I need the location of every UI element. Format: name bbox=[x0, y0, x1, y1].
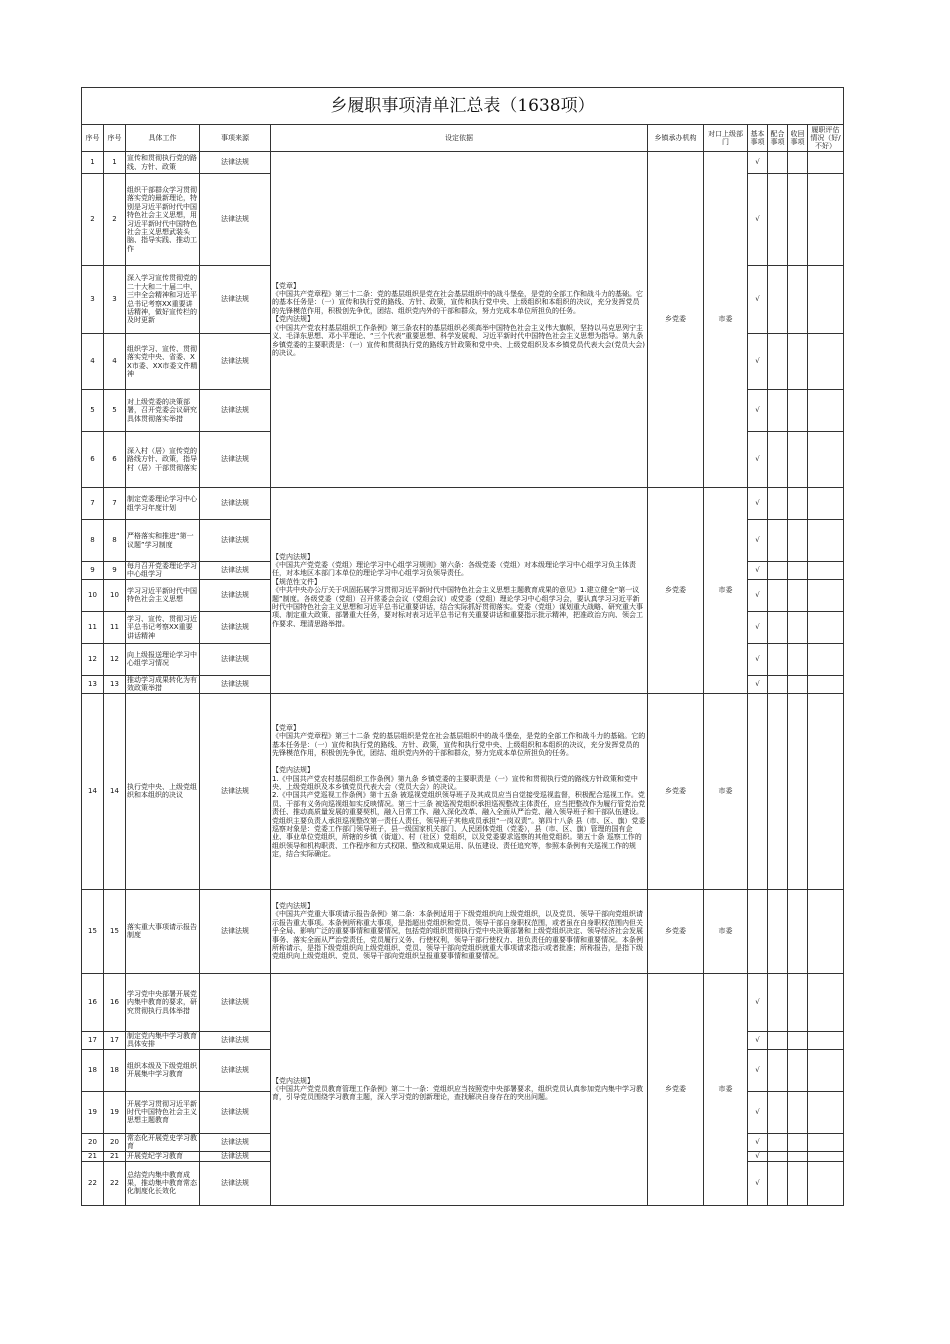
row-basic-check: √ bbox=[748, 488, 768, 520]
row-seq-sub: 14 bbox=[104, 693, 126, 889]
row-coop bbox=[768, 390, 788, 432]
row-recall bbox=[788, 973, 808, 1031]
row-seq: 2 bbox=[82, 174, 104, 266]
row-org: 乡党委 bbox=[648, 488, 704, 694]
row-source: 法律法规 bbox=[200, 611, 271, 643]
row-basic-check: √ bbox=[748, 1161, 768, 1205]
duty-list-table bbox=[81, 87, 844, 1206]
row-eval bbox=[808, 152, 844, 174]
header-basic: 基本事项 bbox=[748, 125, 768, 152]
row-work: 学习、宣传、贯彻习近平总书记考察XX重要讲话精神 bbox=[126, 611, 200, 643]
row-coop bbox=[768, 579, 788, 611]
row-seq: 11 bbox=[82, 611, 104, 643]
row-recall bbox=[788, 889, 808, 973]
row-basic-check: √ bbox=[748, 520, 768, 562]
row-recall bbox=[788, 643, 808, 675]
row-seq: 17 bbox=[82, 1031, 104, 1049]
row-recall bbox=[788, 152, 808, 174]
row-eval bbox=[808, 1161, 844, 1205]
row-work: 制定党内集中学习教育具体安排 bbox=[126, 1031, 200, 1049]
header-upper: 对口上级部门 bbox=[704, 125, 748, 152]
row-recall bbox=[788, 693, 808, 889]
row-source: 法律法规 bbox=[200, 643, 271, 675]
row-seq: 18 bbox=[82, 1049, 104, 1091]
row-basis: 【党内法规】 《中国共产党党员教育管理工作条例》第二十一条：党组织应当按照党中央部署要求，组织党员认真参加党内集中学习教育，引导党员围绕学习教育主题，深入学习党的创新理论，查找解决自身存在的突出问题。 bbox=[271, 973, 648, 1205]
row-coop bbox=[768, 1049, 788, 1091]
row-work: 组织学习、宣传、贯彻落实党中央、省委、XX市委、XX市委文件精神 bbox=[126, 334, 200, 390]
row-seq-sub: 12 bbox=[104, 643, 126, 675]
table-body bbox=[82, 152, 844, 1206]
row-work: 宣传和贯彻执行党的路线、方针、政策 bbox=[126, 152, 200, 174]
row-upper: 市委 bbox=[704, 889, 748, 973]
row-org: 乡党委 bbox=[648, 889, 704, 973]
row-recall bbox=[788, 520, 808, 562]
row-recall bbox=[788, 1151, 808, 1161]
page-title: 乡履职事项清单汇总表（1638项） bbox=[82, 88, 844, 125]
row-basic-check: √ bbox=[748, 152, 768, 174]
row-seq-sub: 6 bbox=[104, 432, 126, 488]
row-seq: 21 bbox=[82, 1151, 104, 1161]
row-coop bbox=[768, 488, 788, 520]
header-eval: 履职评估情况（好/不好） bbox=[808, 125, 844, 152]
row-basic-check: √ bbox=[748, 1031, 768, 1049]
row-seq-sub: 2 bbox=[104, 174, 126, 266]
row-coop bbox=[768, 1031, 788, 1049]
row-coop bbox=[768, 174, 788, 266]
row-basis: 【党内法规】 《中国共产党党委（党组）理论学习中心组学习规则》第六条：各级党委（党组）对本级理论学习中心组学习负主体责任，对本地区本部门本单位的理论学习中心组学习负领导责任。 【规范性文件】 《中共中央办公厅关于巩固拓展学习贯彻习近平新时代中国特色社会主义思想主题教育成果的意见》1.建立健全“第一议题”制度。各级党委（党组）召开常委会会议（党组会议）或党委（党组）理论学习中心组学习会，要认真学习习近平新时代中国特色社会主义思想和习近平总书记重要讲话，结合实际抓好贯彻落实。党委（党组）谋划重大战略、研究重大事项、制定重大政策、部署重大任务，要对标对表习近平总书记有关重要讲话和重要指示批示精神，把准政治方向、领会工作要求、理清思路举措。 bbox=[271, 488, 648, 694]
row-work: 每月召开党委理论学习中心组学习 bbox=[126, 562, 200, 580]
header-seq: 序号 bbox=[82, 125, 104, 152]
row-coop bbox=[768, 1161, 788, 1205]
row-seq: 16 bbox=[82, 973, 104, 1031]
row-seq-sub: 15 bbox=[104, 889, 126, 973]
row-eval bbox=[808, 1133, 844, 1151]
table-row bbox=[82, 488, 844, 520]
row-eval bbox=[808, 1091, 844, 1133]
row-seq-sub: 5 bbox=[104, 390, 126, 432]
row-basic-check: √ bbox=[748, 973, 768, 1031]
row-recall bbox=[788, 562, 808, 580]
row-seq: 12 bbox=[82, 643, 104, 675]
row-recall bbox=[788, 1031, 808, 1049]
table-row bbox=[82, 889, 844, 973]
row-coop bbox=[768, 693, 788, 889]
row-recall bbox=[788, 579, 808, 611]
table-row bbox=[82, 693, 844, 889]
row-seq: 6 bbox=[82, 432, 104, 488]
row-source: 法律法规 bbox=[200, 174, 271, 266]
row-work: 常态化开展党史学习教育 bbox=[126, 1133, 200, 1151]
row-seq-sub: 19 bbox=[104, 1091, 126, 1133]
row-source: 法律法规 bbox=[200, 488, 271, 520]
row-eval bbox=[808, 1049, 844, 1091]
row-seq-sub: 8 bbox=[104, 520, 126, 562]
row-seq: 4 bbox=[82, 334, 104, 390]
row-basic-check: √ bbox=[748, 334, 768, 390]
row-org: 乡党委 bbox=[648, 973, 704, 1205]
row-basic-check: √ bbox=[748, 1049, 768, 1091]
row-seq-sub: 16 bbox=[104, 973, 126, 1031]
row-seq-sub: 20 bbox=[104, 1133, 126, 1151]
row-source: 法律法规 bbox=[200, 1031, 271, 1049]
row-coop bbox=[768, 675, 788, 693]
row-eval bbox=[808, 693, 844, 889]
row-upper: 市委 bbox=[704, 693, 748, 889]
row-basic-check: √ bbox=[748, 432, 768, 488]
row-source: 法律法规 bbox=[200, 693, 271, 889]
row-eval bbox=[808, 579, 844, 611]
row-seq-sub: 9 bbox=[104, 562, 126, 580]
row-source: 法律法规 bbox=[200, 973, 271, 1031]
row-basic-check: √ bbox=[748, 675, 768, 693]
row-coop bbox=[768, 152, 788, 174]
row-seq-sub: 4 bbox=[104, 334, 126, 390]
row-basic-check bbox=[748, 889, 768, 973]
row-source: 法律法规 bbox=[200, 266, 271, 334]
row-recall bbox=[788, 266, 808, 334]
row-source: 法律法规 bbox=[200, 152, 271, 174]
row-seq: 5 bbox=[82, 390, 104, 432]
row-work: 学习党中央部署开展党内集中教育的要求，研究贯彻执行具体举措 bbox=[126, 973, 200, 1031]
row-coop bbox=[768, 1151, 788, 1161]
row-recall bbox=[788, 488, 808, 520]
row-work: 深入学习宣传贯彻党的二十大和二十届二中、三中全会精神和习近平总书记考察XX重要讲话精神，做好宣传栏的及时更新 bbox=[126, 266, 200, 334]
row-eval bbox=[808, 174, 844, 266]
row-seq: 22 bbox=[82, 1161, 104, 1205]
row-source: 法律法规 bbox=[200, 1049, 271, 1091]
row-basic-check: √ bbox=[748, 266, 768, 334]
row-recall bbox=[788, 334, 808, 390]
header-work: 具体工作 bbox=[126, 125, 200, 152]
row-seq: 8 bbox=[82, 520, 104, 562]
row-source: 法律法规 bbox=[200, 1161, 271, 1205]
header-recall: 收回事项 bbox=[788, 125, 808, 152]
row-seq: 3 bbox=[82, 266, 104, 334]
row-work: 制定党委理论学习中心组学习年度计划 bbox=[126, 488, 200, 520]
row-source: 法律法规 bbox=[200, 1091, 271, 1133]
row-eval bbox=[808, 432, 844, 488]
row-work: 对上级党委的决策部署，召开党委会议研究具体贯彻落实举措 bbox=[126, 390, 200, 432]
row-eval bbox=[808, 562, 844, 580]
row-source: 法律法规 bbox=[200, 889, 271, 973]
row-basic-check: √ bbox=[748, 562, 768, 580]
row-recall bbox=[788, 611, 808, 643]
row-basic-check: √ bbox=[748, 174, 768, 266]
row-seq: 9 bbox=[82, 562, 104, 580]
row-source: 法律法规 bbox=[200, 334, 271, 390]
row-recall bbox=[788, 1133, 808, 1151]
row-work: 推动学习成果转化为有效政策举措 bbox=[126, 675, 200, 693]
row-work: 开展学习贯彻习近平新时代中国特色社会主义思想主题教育 bbox=[126, 1091, 200, 1133]
row-work: 落实重大事项请示报告制度 bbox=[126, 889, 200, 973]
row-coop bbox=[768, 1091, 788, 1133]
row-source: 法律法规 bbox=[200, 579, 271, 611]
row-seq: 19 bbox=[82, 1091, 104, 1133]
row-org: 乡党委 bbox=[648, 693, 704, 889]
row-seq-sub: 7 bbox=[104, 488, 126, 520]
row-work: 向上级报送理论学习中心组学习情况 bbox=[126, 643, 200, 675]
row-eval bbox=[808, 488, 844, 520]
row-basic-check: √ bbox=[748, 1133, 768, 1151]
row-eval bbox=[808, 889, 844, 973]
row-basis: 【党章】 《中国共产党章程》第三十二条 党的基层组织是党在社会基层组织中的战斗堡垒，是党的全部工作和战斗力的基础。它的基本任务是：（一）宣传和执行党的路线、方针、政策，宣传和执行党中央、上级组织和本组织的决议，充分发挥党员的先锋模范作用，积极创先争优，团结、组织党内外的干部和群众，努力完成本单位所担负的任务。 【党内法规】 1.《中国共产党农村基层组织工作条例》第九条 乡镇党委的主要职责是（一）宣传和贯彻执行党的路线方针政策和党中央、上级党组织及本乡镇党员代表大会（党员大会）的决议。 2.《中国共产党巡视工作条例》第十五条 被巡视党组织领导班子及其成员应当自觉接受巡视监督，积极配合巡视工作。党员、干部有义务向巡视组如实反映情况。第三十三条 被巡视党组织承担巡视整改主体责任，应当把整改作为履行管党治党责任、推动高质量发展的重要契机，融入日常工作、融入深化改革、融入全面从严治党、融入领导班子和干部队伍建设。党组织主要负责人承担巡视整改第一责任人责任，领导班子其他成员承担“一岗双责”。第四十八条 县（市、区、旗）党委巡察对象是：党委工作部门领导班子，县一级国家机关部门、人民团体党组（党委），县（市、区、旗）管理的国有企业、事业单位党组织，所辖的乡镇（街道）、村（社区）党组织，以及党委要求巡察的其他党组织。第五十条 巡察工作的组织领导和机构职责、工作程序和方式权限、整改和成果运用、队伍建设、责任追究等，参照本条例有关巡视工作的规定，结合实际确定。 bbox=[271, 693, 648, 889]
row-seq-sub: 18 bbox=[104, 1049, 126, 1091]
row-recall bbox=[788, 1161, 808, 1205]
row-work: 严格落实和推进“第一议题”学习制度 bbox=[126, 520, 200, 562]
row-recall bbox=[788, 174, 808, 266]
row-seq: 7 bbox=[82, 488, 104, 520]
row-recall bbox=[788, 1049, 808, 1091]
row-eval bbox=[808, 973, 844, 1031]
row-eval bbox=[808, 1031, 844, 1049]
row-source: 法律法规 bbox=[200, 675, 271, 693]
row-basic-check: √ bbox=[748, 1091, 768, 1133]
header-org: 乡镇承办机构 bbox=[648, 125, 704, 152]
header-coop: 配合事项 bbox=[768, 125, 788, 152]
row-coop bbox=[768, 643, 788, 675]
row-work: 执行党中央、上级党组织和本组织的决议 bbox=[126, 693, 200, 889]
row-seq-sub: 21 bbox=[104, 1151, 126, 1161]
row-work: 学习习近平新时代中国特色社会主义思想 bbox=[126, 579, 200, 611]
row-coop bbox=[768, 1133, 788, 1151]
row-coop bbox=[768, 973, 788, 1031]
row-basic-check bbox=[748, 693, 768, 889]
table-row bbox=[82, 973, 844, 1031]
row-coop bbox=[768, 266, 788, 334]
row-seq-sub: 3 bbox=[104, 266, 126, 334]
row-seq: 15 bbox=[82, 889, 104, 973]
row-eval bbox=[808, 675, 844, 693]
row-upper: 市委 bbox=[704, 152, 748, 488]
row-seq-sub: 22 bbox=[104, 1161, 126, 1205]
row-seq-sub: 11 bbox=[104, 611, 126, 643]
header-seq-sub: 序号 bbox=[104, 125, 126, 152]
row-basis: 【党内法规】 《中国共产党重大事项请示报告条例》第二条：本条例适用于下级党组织向上级党组织，以及党员、领导干部向党组织请示报告重大事项。本条例所称重大事项，是指超出党组织和党员、领导干部自身职权范围，或者虽在自身职权范围内但关乎全局、影响广泛的重要事情和重要情况，包括党的组织贯彻执行党中央决策部署和上级党组织决定、领导经济社会发展事务、落实全面从严治党责任，党员履行义务、行使权利，领导干部行使权力、担负责任的重要事情和重要情况。本条例所称请示，是指下级党组织向上级党组织、党员、领导干部向党组织就重大事项请求指示或者批准；所称报告，是指下级党组织向上级党组织、党员、领导干部向党组织呈报重要事情和重要情况。 bbox=[271, 889, 648, 973]
row-org: 乡党委 bbox=[648, 152, 704, 488]
row-seq: 13 bbox=[82, 675, 104, 693]
row-eval bbox=[808, 1151, 844, 1161]
header-source: 事项来源 bbox=[200, 125, 271, 152]
row-eval bbox=[808, 611, 844, 643]
table-row bbox=[82, 152, 844, 174]
row-source: 法律法规 bbox=[200, 1133, 271, 1151]
row-seq-sub: 17 bbox=[104, 1031, 126, 1049]
row-source: 法律法规 bbox=[200, 520, 271, 562]
row-work: 总结党内集中教育成果，推动集中教育常态化制度化长效化 bbox=[126, 1161, 200, 1205]
row-upper: 市委 bbox=[704, 973, 748, 1205]
row-seq: 1 bbox=[82, 152, 104, 174]
row-recall bbox=[788, 390, 808, 432]
row-eval bbox=[808, 643, 844, 675]
row-seq: 14 bbox=[82, 693, 104, 889]
row-seq-sub: 1 bbox=[104, 152, 126, 174]
row-recall bbox=[788, 432, 808, 488]
row-work: 开展党纪学习教育 bbox=[126, 1151, 200, 1161]
row-upper: 市委 bbox=[704, 488, 748, 694]
row-seq-sub: 10 bbox=[104, 579, 126, 611]
row-basic-check: √ bbox=[748, 1151, 768, 1161]
row-recall bbox=[788, 675, 808, 693]
row-work: 组织本级及下级党组织开展集中学习教育 bbox=[126, 1049, 200, 1091]
row-coop bbox=[768, 889, 788, 973]
row-seq: 20 bbox=[82, 1133, 104, 1151]
row-basic-check: √ bbox=[748, 390, 768, 432]
row-coop bbox=[768, 520, 788, 562]
row-eval bbox=[808, 334, 844, 390]
row-basis: 【党章】 《中国共产党章程》第三十二条：党的基层组织是党在社会基层组织中的战斗堡垒，是党的全部工作和战斗力的基础。它的基本任务是：（一）宣传和执行党的路线、方针、政策，宣传和执行党中央、上级组织和本组织的决议，充分发挥党员的先锋模范作用，积极创先争优，团结、组织党内外的干部和群众，努力完成本单位所担负的任务。 【党内法规】 《中国共产党农村基层组织工作条例》第三条农村的基层组织必须高举中国特色社会主义伟大旗帜，坚持以马克思列宁主义、毛泽东思想、邓小平理论、“三个代表”重要思想、科学发展观、习近平新时代中国特色社会主义思想为指导。第九条乡镇党委的主要职责是：（一）宣传和贯彻执行党的路线方针政策和党中央、上级党组织及本乡镇党员代表大会(党员大会)的决议。 bbox=[271, 152, 648, 488]
row-seq-sub: 13 bbox=[104, 675, 126, 693]
row-eval bbox=[808, 266, 844, 334]
row-source: 法律法规 bbox=[200, 390, 271, 432]
row-coop bbox=[768, 432, 788, 488]
row-basic-check: √ bbox=[748, 611, 768, 643]
row-eval bbox=[808, 390, 844, 432]
row-basic-check: √ bbox=[748, 643, 768, 675]
row-work: 深入村（居）宣传党的路线方针、政策，指导村（居）干部贯彻落实 bbox=[126, 432, 200, 488]
row-work: 组织干部群众学习贯彻落实党的最新理论，特别是习近平新时代中国特色社会主义思想，用习近平新时代中国特色社会主义思想武装头脑、指导实践、推动工作 bbox=[126, 174, 200, 266]
row-source: 法律法规 bbox=[200, 562, 271, 580]
header-basis: 设定依据 bbox=[271, 125, 648, 152]
row-coop bbox=[768, 611, 788, 643]
row-source: 法律法规 bbox=[200, 1151, 271, 1161]
table-header bbox=[82, 125, 844, 152]
row-seq: 10 bbox=[82, 579, 104, 611]
row-source: 法律法规 bbox=[200, 432, 271, 488]
row-basic-check: √ bbox=[748, 579, 768, 611]
row-coop bbox=[768, 334, 788, 390]
row-eval bbox=[808, 520, 844, 562]
row-recall bbox=[788, 1091, 808, 1133]
row-coop bbox=[768, 562, 788, 580]
